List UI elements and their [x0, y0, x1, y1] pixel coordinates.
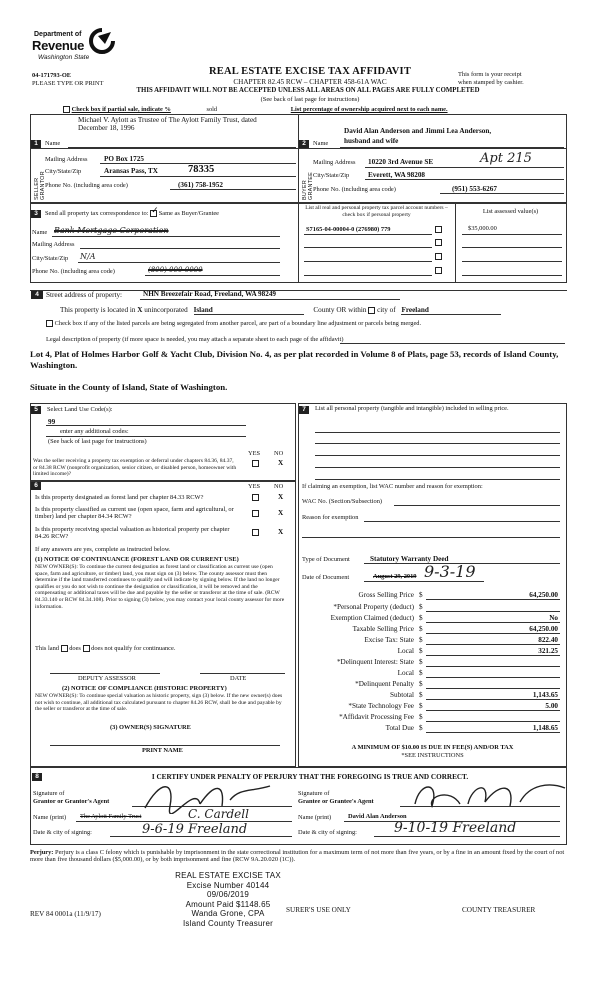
historic-yes-checkbox[interactable]	[252, 529, 259, 536]
forest-yes-checkbox[interactable]	[252, 494, 259, 501]
buyer-mailing-value: 10220 3rd Avenue SE	[368, 158, 434, 166]
street-address-value: NHN Breezefair Road, Freeland, WA 98249	[143, 290, 277, 298]
partial-sale-row	[63, 106, 543, 113]
land-use-label: Select Land Use Code(s):	[47, 406, 113, 413]
notice1-title: (1) NOTICE OF CONTINUANCE (FOREST LAND OR CURRENT USE)	[35, 556, 239, 563]
taxable-price-value: 64,250.00	[529, 625, 558, 633]
buyer-name-value-2: husband and wife	[344, 137, 399, 145]
grantee-signature-label-1: Signature of	[298, 790, 330, 797]
section-3-number: 3	[31, 210, 41, 218]
seller-mailing-label: Mailing Address	[45, 156, 88, 163]
see-back-header: (See back of last page for instructions)	[260, 96, 360, 103]
section-4-number: 4	[31, 291, 43, 299]
excise-state-value: 822.40	[538, 636, 558, 644]
total-due-value: 1,148.65	[532, 724, 558, 732]
reason-exemption-label: Reason for exemption	[302, 514, 359, 521]
land-use-value: 99	[48, 418, 56, 426]
buyer-phone-value: (951) 553-6267	[452, 185, 497, 193]
personal-property-checkbox-3[interactable]	[435, 253, 442, 260]
dept-line: Department of	[34, 31, 82, 38]
if-yes-note: If any answers are yes, complete as instructed below.	[35, 546, 171, 553]
not-accepted-line: THIS AFFIDAVIT WILL NOT BE ACCEPTED UNLESS ALL AREAS ON ALL PAGES ARE FULLY COMPLETED	[136, 87, 480, 94]
deputy-assessor-label: DEPUTY ASSESSOR	[78, 675, 136, 682]
section-7-number: 7	[299, 406, 309, 414]
owner-signature-label: (3) OWNER(S) SIGNATURE	[110, 724, 191, 731]
county-value: Island	[194, 306, 304, 315]
grantor-name-label: Name (print)	[33, 814, 67, 821]
exemption-claimed-value: No	[549, 614, 558, 622]
partial-sale-sold: sold	[206, 106, 218, 113]
personal-property-checkbox-2[interactable]	[435, 239, 442, 246]
chapter-line: CHAPTER 82.45 RCW – CHAPTER 458-61A WAC	[233, 78, 387, 86]
street-address-label: Street address of property:	[46, 291, 123, 299]
seller-name-value: Michael V. Aylott as Trustee of The Aylott Family Trust, dated December 18, 1996	[78, 116, 257, 133]
grantor-date-city-hand: 9-6-19 Freeland	[142, 822, 248, 837]
section-1-number: 1	[31, 140, 41, 148]
delinquent-interest-label: *Delinquent Interest: State	[336, 658, 414, 666]
affidavit-fee-dollar: $	[419, 713, 423, 721]
land-does-checkbox[interactable]	[61, 645, 68, 652]
parcel-number-1: S7165-04-00004-0 (276980) 779	[306, 226, 391, 233]
excise-state-label: Excise Tax: State	[364, 636, 414, 644]
grantor-name-hand: C. Cardell	[188, 807, 249, 821]
form-title: REAL ESTATE EXCISE TAX AFFIDAVIT	[208, 66, 412, 77]
personal-property-label: List all personal property (tangible and intangible) included in selling price.	[315, 405, 509, 412]
assessed-header: List assessed value(s)	[482, 208, 539, 215]
land-does-not-checkbox[interactable]	[83, 645, 90, 652]
document-date-hand: 9-3-19	[424, 562, 476, 581]
seller-zip-value: 78335	[188, 164, 215, 175]
wac-number-label: WAC No. (Section/Subsection)	[302, 498, 383, 505]
personal-property-checkbox-1[interactable]	[435, 226, 442, 233]
delinquent-local-dollar: $	[419, 669, 423, 677]
subtotal-value: 1,143.65	[532, 691, 558, 699]
land-use-see-back: (See back of last page for instructions)	[48, 438, 147, 445]
same-as-buyer-label: Same as Buyer/Grantee	[158, 210, 220, 217]
legal-description-label: Legal description of property (if more space is needed, you may attach a separate sheet to each page of the affidavit)	[46, 336, 344, 343]
excise-local-value: 321.25	[538, 647, 558, 655]
perjury-note: Perjury: Perjury is a class C felony which is punishable by imprisonment in the state correctional institution for a maximum term of not more than five years, or by a fine in an amount fixed by the court of not more than five thousand dollars ($5,000.00), or by both imprisonment and fine (RCW 9A.20.020 (1C)).	[30, 849, 565, 864]
historic-no-mark: X	[278, 528, 284, 536]
minimum-due-note: A MINIMUM OF $10.00 IS DUE IN FEE(S) AND/OR TAX	[351, 744, 514, 751]
receipt-line-2: when stamped by cashier.	[458, 79, 524, 86]
document-date-struck: August 29, 2019	[373, 573, 417, 580]
tech-fee-value: 5.00	[545, 702, 558, 710]
document-type-value: Statutory Warranty Deed	[370, 555, 449, 563]
current-use-yes-checkbox[interactable]	[252, 510, 259, 517]
correspondence-phone-label: Phone No. (including area code)	[32, 268, 115, 275]
buyer-vertical-label: BUYER GRANTEE	[302, 172, 314, 200]
wac-exemption-label: If claiming an exemption, list WAC number and reason for exemption:	[302, 483, 483, 490]
delinquent-penalty-dollar: $	[419, 680, 423, 688]
seller-mailing-value: PO Box 1725	[104, 155, 144, 163]
buyer-phone-label: Phone No. (including area code)	[313, 186, 396, 193]
assessed-value-1: $35,000.00	[468, 225, 497, 232]
grantee-date-city-hand: 9-10-19 Freeland	[394, 820, 517, 836]
grantor-signature-label-1: Signature of	[33, 790, 65, 797]
section-6-number: 6	[31, 482, 41, 490]
grantee-name-value: David Alan Anderson	[348, 813, 407, 820]
legal-description-value: Lot 4, Plat of Holmes Harbor Golf & Yacht Club, Division No. 4, as per plat recorded in Volume 8 of Plats, page 53, records of Island County, Washington.	[30, 349, 559, 370]
correspondence-city-hand: N/A	[80, 252, 96, 261]
situate-line: Situate in the County of Island, State of Washington.	[30, 382, 228, 392]
notice2-title: (2) NOTICE OF COMPLIANCE (HISTORIC PROPERTY)	[62, 685, 227, 692]
delinquent-penalty-label: *Delinquent Penalty	[355, 680, 414, 688]
section-5-number: 5	[31, 406, 41, 414]
seller-city-label: City/State/Zip	[45, 168, 82, 175]
historic-question: Is this property receiving special valuation as historical property per chapter 84.26 RCW?	[35, 526, 230, 541]
deputy-date-label: DATE	[230, 675, 247, 682]
buyer-mailing-label: Mailing Address	[313, 159, 356, 166]
excise-state-dollar: $	[419, 636, 423, 644]
grantor-name-struck: The Aylott Family Trust	[80, 813, 142, 820]
treasurer-use-only: SURER'S USE ONLY	[286, 906, 351, 914]
form-id: 04-171793-OE	[32, 72, 72, 79]
seller-vertical-label: SELLER GRANTOR	[34, 171, 46, 200]
within-city-checkbox[interactable]	[368, 307, 375, 314]
personal-property-checkbox-4[interactable]	[435, 267, 442, 274]
grantor-date-city-label: Date & city of signing:	[33, 829, 92, 836]
dor-swirl-icon	[87, 28, 117, 54]
tech-fee-label: *State Technology Fee	[348, 702, 414, 710]
buyer-name-label: Name	[313, 140, 329, 147]
buyer-name-value-1: David Alan Anderson and Jimmi Lea Anderson,	[344, 127, 492, 135]
document-date-label: Date of Document	[302, 574, 350, 581]
forest-question: Is this property designated as forest land per chapter 84.33 RCW?	[35, 494, 204, 501]
delinquent-local-label: Local	[397, 669, 414, 677]
taxable-dollar: $	[419, 625, 423, 633]
gross-price-value: 64,250.00	[529, 591, 558, 599]
dor-logo	[32, 28, 122, 68]
subtotal-label: Subtotal	[390, 691, 414, 699]
seller-phone-value: (361) 758-1952	[178, 181, 223, 189]
section5-yes-header: YES	[248, 450, 261, 457]
gross-dollar: $	[419, 591, 423, 599]
total-due-dollar: $	[419, 724, 423, 732]
seller-city-value: Aransas Pass, TX	[104, 167, 158, 175]
print-name-label: PRINT NAME	[142, 747, 183, 754]
grantee-date-city-label: Date & city of signing:	[298, 829, 357, 836]
unincorporated-mark: X	[137, 306, 143, 314]
section5-no-header: NO	[274, 450, 284, 457]
partial-sale-checkbox[interactable]	[63, 106, 70, 113]
notice2-body: NEW OWNER(S): To continue special valuation as historic property, sign (3) below. If the new owner(s) does not wish to continue, all additional tax calculated pursuant to chapter 84.26 RCW, shall be due and payable by the seller or transferor at the time of sale.	[35, 693, 283, 713]
washington-state: Washington State	[38, 54, 90, 61]
city-of-value: Freeland	[401, 306, 501, 315]
form-revision: REV 84 0001a (11/9/17)	[30, 910, 101, 918]
subtotal-dollar: $	[419, 691, 423, 699]
partial-sale-label: Check box if partial sale, indicate %	[71, 106, 171, 113]
segregated-row: Check box if any of the listed parcels are being segregated from another parcel, are part of a boundary line adjustment or parcels being merged.	[46, 320, 566, 327]
located-row: This property is located in X unincorporated Island County OR within city of Freeland	[60, 306, 560, 315]
correspondence-phone-struck: (800) 000-0000	[148, 266, 203, 274]
seller-name-label: Name	[45, 140, 61, 147]
grantor-signature-label-2: Grantor or Grantor's Agent	[33, 798, 110, 805]
receipt-line-1: This form is your receipt	[458, 71, 522, 78]
exemption-yes-checkbox[interactable]	[252, 460, 259, 467]
excise-local-label: Local	[397, 647, 414, 655]
section6-yes-header: YES	[248, 483, 261, 490]
document-type-label: Type of Document	[302, 556, 350, 563]
exemption-no-mark: X	[278, 459, 284, 467]
taxable-price-label: Taxable Selling Price	[352, 625, 414, 633]
county-treasurer-label: COUNTY TREASURER	[462, 906, 536, 914]
additional-codes-label: enter any additional codes:	[60, 428, 129, 435]
certify-statement: I CERTIFY UNDER PENALTY OF PERJURY THAT THE FOREGOING IS TRUE AND CORRECT.	[151, 773, 469, 781]
buyer-apt-handwritten: Apt 215	[480, 151, 532, 166]
section-2-number: 2	[299, 140, 309, 148]
grantee-name-label: Name (print)	[298, 814, 332, 821]
tech-fee-dollar: $	[419, 702, 423, 710]
section6-no-header: NO	[274, 483, 284, 490]
gross-price-label: Gross Selling Price	[358, 591, 414, 599]
current-use-no-mark: X	[278, 509, 284, 517]
grantee-signature-scribble	[410, 776, 570, 812]
correspondence-name-struck: Bank Mortgage Corporation	[54, 226, 169, 235]
grantee-signature-label-2: Grantee or Grantee's Agent	[298, 798, 374, 805]
buyer-city-value: Everett, WA 98208	[368, 171, 426, 179]
please-type: PLEASE TYPE OR PRINT	[32, 80, 104, 87]
same-as-buyer-checkbox[interactable]: ✓	[151, 205, 159, 216]
buyer-city-label: City/State/Zip	[313, 172, 350, 179]
personal-dollar: $	[419, 603, 423, 611]
total-due-label: Total Due	[385, 724, 414, 732]
correspondence-mailing-label: Mailing Address	[32, 241, 75, 248]
current-use-question: Is this property classified as current use (open space, farm and agricultural, or timber) land per chapter 84.34 RCW?	[35, 506, 234, 521]
parcel-header: List all real and personal property tax parcel account numbers – check box if personal property	[305, 205, 448, 218]
correspondence-city-label: City/State/Zip	[32, 255, 69, 262]
correspondence-name-label: Name	[32, 229, 48, 236]
list-percentage-label: List percentage of ownership acquired next to each name.	[290, 106, 448, 113]
exemption-dollar: $	[419, 614, 423, 622]
section-8-number: 8	[32, 773, 42, 781]
notice1-body: NEW OWNER(S): To continue the current designation as forest land or classification as current use (open space, farm and agriculture, or timber) land, you must sign on (3) below. The county assessor must then determine if the land transferred continues to qualify and will indicate by signing below. If the land no longer qualifies or you do not wish to continue the designation or classification, it will be removed and the compensating or additional taxes will be due and payable by the seller or transferor at the time of sale. (RCW 84.33.140 or RCW 84.34.108). Prior to signing (3) below, you may contact your local county assessor for more information.	[35, 564, 285, 610]
send-correspondence-label: Send all property tax correspondence to: ✓ Same as Buyer/Grantee	[45, 205, 220, 217]
personal-deduct-label: *Personal Property (deduct)	[333, 603, 414, 611]
revenue-word: Revenue	[32, 38, 85, 53]
excise-local-dollar: $	[419, 647, 423, 655]
exemption-claimed-label: Exemption Claimed (deduct)	[330, 614, 414, 622]
exemption-question: Was the seller receiving a property tax exemption or deferral under chapters 84.36, 84.37, or 84.38 RCW (nonprofit organization, senior citizen, or disabled person, homeowner with limited income)?	[33, 458, 237, 478]
delinquent-interest-dollar: $	[419, 658, 423, 666]
forest-no-mark: X	[278, 493, 284, 501]
treasurer-stamp: REAL ESTATE EXCISE TAX Excise Number 40144 09/06/2019 Amount Paid $1148.65 Wanda Grone, CPA Island County Treasurer	[175, 871, 281, 928]
segregated-checkbox[interactable]	[46, 320, 53, 327]
affidavit-fee-label: *Affidavit Processing Fee	[339, 713, 414, 721]
this-land-row: This land does does not qualify for continuance.	[35, 645, 176, 652]
seller-phone-label: Phone No. (including area code)	[45, 182, 128, 189]
see-instructions-note: *SEE INSTRUCTIONS	[401, 752, 464, 759]
